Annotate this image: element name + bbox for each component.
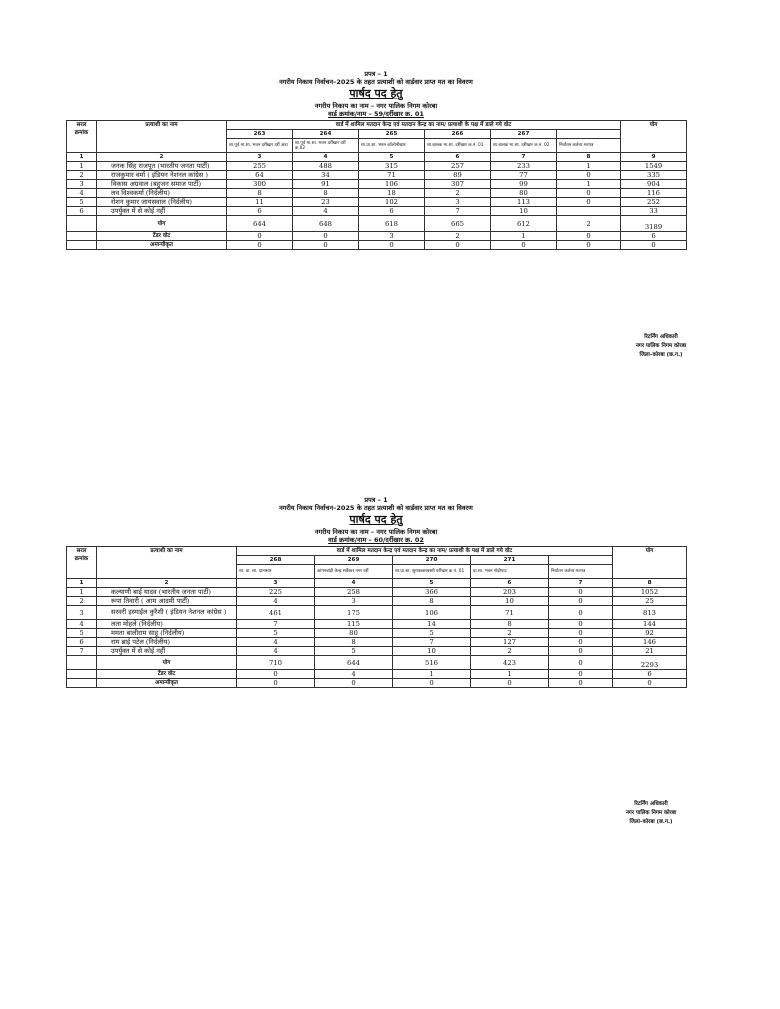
serial-cell: 4 <box>67 620 97 629</box>
vote-cell: 0 <box>549 638 613 647</box>
station-name: शा.पूर्व मा.शा. भवन दर्रीखार दर्री अंडा <box>227 139 293 153</box>
vote-cell: 0 <box>227 232 293 241</box>
total-cell: 0 <box>621 241 687 250</box>
vote-cell: 8 <box>471 620 549 629</box>
column-number-row <box>67 579 687 588</box>
total-cell: 92 <box>613 629 687 638</box>
station-name: प्रा.शा. भवन गोढ़ीपाट <box>471 565 549 579</box>
serial-cell: 5 <box>67 198 97 207</box>
station-number <box>557 130 621 139</box>
vote-cell: 1 <box>557 180 621 189</box>
vote-cell: 1 <box>557 162 621 171</box>
vote-cell: 0 <box>557 241 621 250</box>
vote-cell: 2 <box>471 647 549 656</box>
vote-cell: 106 <box>393 606 471 620</box>
column-number: 3 <box>237 579 315 588</box>
candidate-header: प्रत्याशी का नाम <box>97 547 237 579</box>
vote-cell: 0 <box>237 670 315 679</box>
sum-row <box>67 656 687 670</box>
signature-line: जिला–कोरबा (छ.ग.) <box>629 819 673 825</box>
vote-cell: 6 <box>359 207 425 216</box>
vote-cell: 115 <box>315 620 393 629</box>
vote-cell: 315 <box>359 162 425 171</box>
station-number: 267 <box>491 130 557 139</box>
station-number: 270 <box>393 556 471 565</box>
vote-cell: 4 <box>237 647 315 656</box>
total-cell: 904 <box>621 180 687 189</box>
vote-cell: 665 <box>425 216 491 232</box>
total-cell: 1549 <box>621 162 687 171</box>
column-number: 2 <box>97 579 237 588</box>
vote-cell: 0 <box>359 241 425 250</box>
vote-cell: 71 <box>471 606 549 620</box>
vote-cell: 0 <box>549 620 613 629</box>
table-row <box>67 588 687 597</box>
post-heading: पार्षद पद हेतु <box>349 87 403 101</box>
station-number <box>549 556 613 565</box>
candidate-name: लता मोहले (निर्दलीय) <box>97 620 237 629</box>
tender-row <box>67 670 687 679</box>
vote-cell: 4 <box>237 597 315 606</box>
vote-cell: 0 <box>315 679 393 688</box>
vote-cell: 2 <box>471 629 549 638</box>
station-name: निर्वाचन कर्तव्य मतपत्र <box>557 139 621 153</box>
vote-cell: 7 <box>393 638 471 647</box>
column-number: 7 <box>491 153 557 162</box>
candidate-name: सरवरी इस्माईल कुरैशी ( इंडियन नेशनल कांग्रेस ) <box>97 606 237 620</box>
vote-cell: 0 <box>557 232 621 241</box>
row-label: योग <box>97 656 237 670</box>
serial-cell: 2 <box>67 171 97 180</box>
vote-cell: 233 <box>491 162 557 171</box>
form-number: प्रपत्र – 1 <box>364 70 388 78</box>
vote-cell: 113 <box>491 198 557 207</box>
signature-line: रिटर्निंग अधिकारी <box>634 801 668 807</box>
candidate-name: जनक सिंह राजपूत (भारतीय जनता पार्टी) <box>97 162 227 171</box>
station-name: शा.बालक मा.शा. दर्रीखार क.नं. 02 <box>491 139 557 153</box>
candidate-name: उपर्युक्त में से कोई नहीं <box>97 647 237 656</box>
ward-60-result-sheet <box>66 496 686 688</box>
station-name: आंगनबाड़ी केन्द्र सर्वेश्वर नगर दर्री <box>315 565 393 579</box>
vote-cell: 0 <box>557 198 621 207</box>
vote-cell: 1 <box>393 670 471 679</box>
document-title: नगरीय निकाय निर्वाचन–2025 के तहत प्रत्याशी को वार्डवार प्राप्त मत का विवरण <box>279 504 473 513</box>
vote-cell: 14 <box>393 620 471 629</box>
vote-cell: 710 <box>237 656 315 670</box>
column-number: 4 <box>315 579 393 588</box>
vote-cell: 644 <box>315 656 393 670</box>
vote-cell: 307 <box>425 180 491 189</box>
station-number: 264 <box>293 130 359 139</box>
ward-59-result-sheet <box>66 70 686 250</box>
column-number-row <box>67 153 687 162</box>
vote-cell: 106 <box>359 180 425 189</box>
total-cell: 335 <box>621 171 687 180</box>
station-number: 265 <box>359 130 425 139</box>
total-cell: 116 <box>621 189 687 198</box>
table-row <box>67 620 687 629</box>
row-label: योग <box>97 216 227 232</box>
returning-officer-signature <box>616 333 706 360</box>
station-number: 266 <box>425 130 491 139</box>
rejected-row <box>67 241 687 250</box>
vote-cell: 516 <box>393 656 471 670</box>
vote-cell: 300 <box>227 180 293 189</box>
table-row <box>67 198 687 207</box>
vote-cell: 258 <box>315 588 393 597</box>
station-name: शा.पूर्व मा.शा. भवन दर्रीखार दर्री क्र.02 <box>293 139 359 153</box>
total-cell: 2293 <box>613 656 687 670</box>
station-group-header: वार्ड में शामिल मतदान केन्द्र एवं मतदान केन्द्र का नाम/ प्रत्याशी के पक्ष में डाले गये वोट <box>237 547 613 556</box>
vote-cell: 7 <box>425 207 491 216</box>
vote-cell: 99 <box>491 180 557 189</box>
document-title: नगरीय निकाय निर्वाचन–2025 के तहत प्रत्याशी को वार्डवार प्राप्त मत का विवरण <box>279 78 473 87</box>
vote-cell: 91 <box>293 180 359 189</box>
column-number: 9 <box>621 153 687 162</box>
candidate-name: लव विश्वकर्मा (निर्दलीय) <box>97 189 227 198</box>
vote-cell: 34 <box>293 171 359 180</box>
candidate-name: विकास अग्रवाल (बहुजन समाज पार्टी) <box>97 180 227 189</box>
row-label: टेंडर वोट <box>97 232 227 241</box>
vote-cell: 7 <box>237 620 315 629</box>
total-cell: 25 <box>613 597 687 606</box>
vote-cell: 0 <box>227 241 293 250</box>
table-row <box>67 207 687 216</box>
vote-cell: 127 <box>471 638 549 647</box>
total-cell: 0 <box>613 679 687 688</box>
station-number: 271 <box>471 556 549 565</box>
candidate-name: ममता बालीराम साहू (निर्दलीय) <box>97 629 237 638</box>
vote-cell: 0 <box>557 189 621 198</box>
vote-cell: 10 <box>491 207 557 216</box>
returning-officer-signature <box>606 800 696 827</box>
vote-cell: 488 <box>293 162 359 171</box>
vote-cell: 0 <box>549 606 613 620</box>
serial-header: सरल क्रमांक <box>67 547 97 579</box>
total-cell: 33 <box>621 207 687 216</box>
vote-cell: 0 <box>549 597 613 606</box>
vote-cell: 0 <box>393 679 471 688</box>
vote-cell: 225 <box>237 588 315 597</box>
vote-cell: 0 <box>549 647 613 656</box>
total-cell: 21 <box>613 647 687 656</box>
column-number: 8 <box>613 579 687 588</box>
vote-cell: 0 <box>471 679 549 688</box>
total-cell: 6 <box>613 670 687 679</box>
signature-line: नगर पालिक निगम कोरबा <box>625 810 677 816</box>
vote-cell: 5 <box>315 647 393 656</box>
tender-row <box>67 232 687 241</box>
station-group-header: वार्ड में शामिल मतदान केन्द्र एवं मतदान केन्द्र का नाम/ प्रत्याशी के पक्ष में डाले गये वोट <box>227 121 621 130</box>
post-heading: पार्षद पद हेतु <box>349 513 403 527</box>
total-cell: 813 <box>613 606 687 620</box>
vote-cell: 10 <box>393 647 471 656</box>
vote-cell: 3 <box>425 198 491 207</box>
sum-row <box>67 216 687 232</box>
candidate-rows <box>67 588 687 656</box>
vote-cell: 10 <box>471 597 549 606</box>
total-cell: 3189 <box>621 216 687 232</box>
station-name: शा. प्रा. शा. दानासार <box>237 565 315 579</box>
vote-cell: 71 <box>359 171 425 180</box>
total-cell: 6 <box>621 232 687 241</box>
serial-header: सरल क्रमांक <box>67 121 97 153</box>
vote-cell: 89 <box>425 171 491 180</box>
serial-cell: 3 <box>67 180 97 189</box>
candidate-name: राम ब्राई पटेल (निर्दलीय) <box>97 638 237 647</box>
vote-cell: 80 <box>315 629 393 638</box>
vote-cell: 0 <box>293 232 359 241</box>
column-number: 5 <box>393 579 471 588</box>
row-label: अमान्यीकृत <box>97 241 227 250</box>
station-number: 269 <box>315 556 393 565</box>
row-label: अमान्यीकृत <box>97 679 237 688</box>
vote-cell: 0 <box>549 679 613 688</box>
table-row <box>67 162 687 171</box>
vote-cell: 0 <box>491 241 557 250</box>
vote-cell: 8 <box>315 638 393 647</box>
column-number: 7 <box>549 579 613 588</box>
candidate-name: रोशन कुमार जायसवाल (निर्दलीय) <box>97 198 227 207</box>
column-number: 2 <box>97 153 227 162</box>
vote-cell: 423 <box>471 656 549 670</box>
vote-cell: 4 <box>293 207 359 216</box>
signature-line: रिटर्निंग अधिकारी <box>644 334 678 340</box>
vote-cell: 1 <box>491 232 557 241</box>
rejected-row <box>67 679 687 688</box>
vote-cell: 3 <box>359 232 425 241</box>
station-number: 268 <box>237 556 315 565</box>
station-name: शा.प्रा.शा. सुराकछारबस्ती दर्रीखार क्र.नं. 01 <box>393 565 471 579</box>
vote-cell: 2 <box>425 189 491 198</box>
vote-cell: 2 <box>557 216 621 232</box>
serial-cell: 3 <box>67 606 97 620</box>
vote-cell: 203 <box>471 588 549 597</box>
vote-cell: 102 <box>359 198 425 207</box>
table-row <box>67 629 687 638</box>
vote-table <box>66 546 687 688</box>
serial-cell: 7 <box>67 647 97 656</box>
vote-cell: 4 <box>315 670 393 679</box>
column-number: 6 <box>425 153 491 162</box>
serial-cell: 2 <box>67 597 97 606</box>
vote-cell: 5 <box>393 629 471 638</box>
column-number: 8 <box>557 153 621 162</box>
station-number: 263 <box>227 130 293 139</box>
table-row <box>67 171 687 180</box>
vote-cell: 1 <box>471 670 549 679</box>
local-body-name: नगरीय निकाय का नाम – नगर पालिक निगम कोरबा <box>314 528 438 536</box>
table-row <box>67 606 687 620</box>
table-row <box>67 180 687 189</box>
table-row <box>67 638 687 647</box>
total-cell: 144 <box>613 620 687 629</box>
vote-cell: 8 <box>393 597 471 606</box>
vote-cell: 4 <box>237 638 315 647</box>
candidate-header: प्रत्याशी का नाम <box>97 121 227 153</box>
vote-cell: 11 <box>227 198 293 207</box>
vote-cell: 6 <box>227 207 293 216</box>
serial-cell: 6 <box>67 207 97 216</box>
vote-cell: 0 <box>549 588 613 597</box>
ward-name: वार्ड क्रमांक/नाम – 60/दर्रीखार क्र. 02 <box>328 536 424 545</box>
serial-cell: 1 <box>67 162 97 171</box>
candidate-name: राजकुमार वर्मा ( इंडियन नेशनल कांग्रेस ) <box>97 171 227 180</box>
column-number: 3 <box>227 153 293 162</box>
local-body-name: नगरीय निकाय का नाम – नगर पालिक निगम कोरबा <box>314 102 438 110</box>
column-number: 5 <box>359 153 425 162</box>
candidate-name: रूपा तिवारी ( आम आदमी पार्टी) <box>97 597 237 606</box>
vote-cell: 0 <box>237 679 315 688</box>
table-row <box>67 597 687 606</box>
total-cell: 146 <box>613 638 687 647</box>
vote-cell: 0 <box>549 670 613 679</box>
vote-cell: 5 <box>237 629 315 638</box>
vote-cell: 0 <box>549 656 613 670</box>
vote-cell: 64 <box>227 171 293 180</box>
row-label: टेंडर वोट <box>97 670 237 679</box>
vote-cell: 618 <box>359 216 425 232</box>
vote-cell: 18 <box>359 189 425 198</box>
vote-cell: 644 <box>227 216 293 232</box>
ward-name: वार्ड क्रमांक/नाम – 59/दर्रीखार क्र. 01 <box>328 110 424 119</box>
vote-cell: 255 <box>227 162 293 171</box>
vote-cell: 612 <box>491 216 557 232</box>
vote-cell: 2 <box>425 232 491 241</box>
vote-cell: 0 <box>557 171 621 180</box>
vote-cell: 3 <box>315 597 393 606</box>
table-row <box>67 189 687 198</box>
vote-cell: 0 <box>293 241 359 250</box>
vote-cell: 77 <box>491 171 557 180</box>
table-row <box>67 647 687 656</box>
serial-cell: 6 <box>67 638 97 647</box>
form-number: प्रपत्र – 1 <box>364 496 388 504</box>
vote-cell: 366 <box>393 588 471 597</box>
vote-cell: 23 <box>293 198 359 207</box>
vote-table <box>66 120 687 250</box>
serial-cell: 5 <box>67 629 97 638</box>
vote-cell: 8 <box>227 189 293 198</box>
serial-cell: 4 <box>67 189 97 198</box>
vote-cell: 0 <box>549 629 613 638</box>
vote-cell: 80 <box>491 189 557 198</box>
candidate-rows <box>67 162 687 216</box>
column-number: 6 <box>471 579 549 588</box>
total-header: योग <box>613 547 687 579</box>
vote-cell: 461 <box>237 606 315 620</box>
station-name: शा.प्रा.शा. भवन कॉलोनीखार <box>359 139 425 153</box>
total-header: योग <box>621 121 687 153</box>
serial-cell: 1 <box>67 588 97 597</box>
vote-cell: 257 <box>425 162 491 171</box>
vote-cell: 175 <box>315 606 393 620</box>
vote-cell: 0 <box>425 241 491 250</box>
column-number: 1 <box>67 153 97 162</box>
total-cell: 1052 <box>613 588 687 597</box>
column-number: 1 <box>67 579 97 588</box>
total-cell: 252 <box>621 198 687 207</box>
column-number: 4 <box>293 153 359 162</box>
station-name: निर्वाचन कर्तव्य मतपत्र <box>549 565 613 579</box>
vote-cell <box>557 207 621 216</box>
candidate-name: कल्याणी बाई यादव (भारतीय जनता पार्टी) <box>97 588 237 597</box>
signature-line: जिला–कोरबा (छ.ग.) <box>639 352 683 358</box>
signature-line: नगर पालिक निगम कोरबा <box>635 343 687 349</box>
vote-cell: 648 <box>293 216 359 232</box>
station-name: शा.बालक मा.शा. दर्रीखार क.नं. 01 <box>425 139 491 153</box>
candidate-name: उपर्युक्त में से कोई नहीं <box>97 207 227 216</box>
vote-cell: 8 <box>293 189 359 198</box>
